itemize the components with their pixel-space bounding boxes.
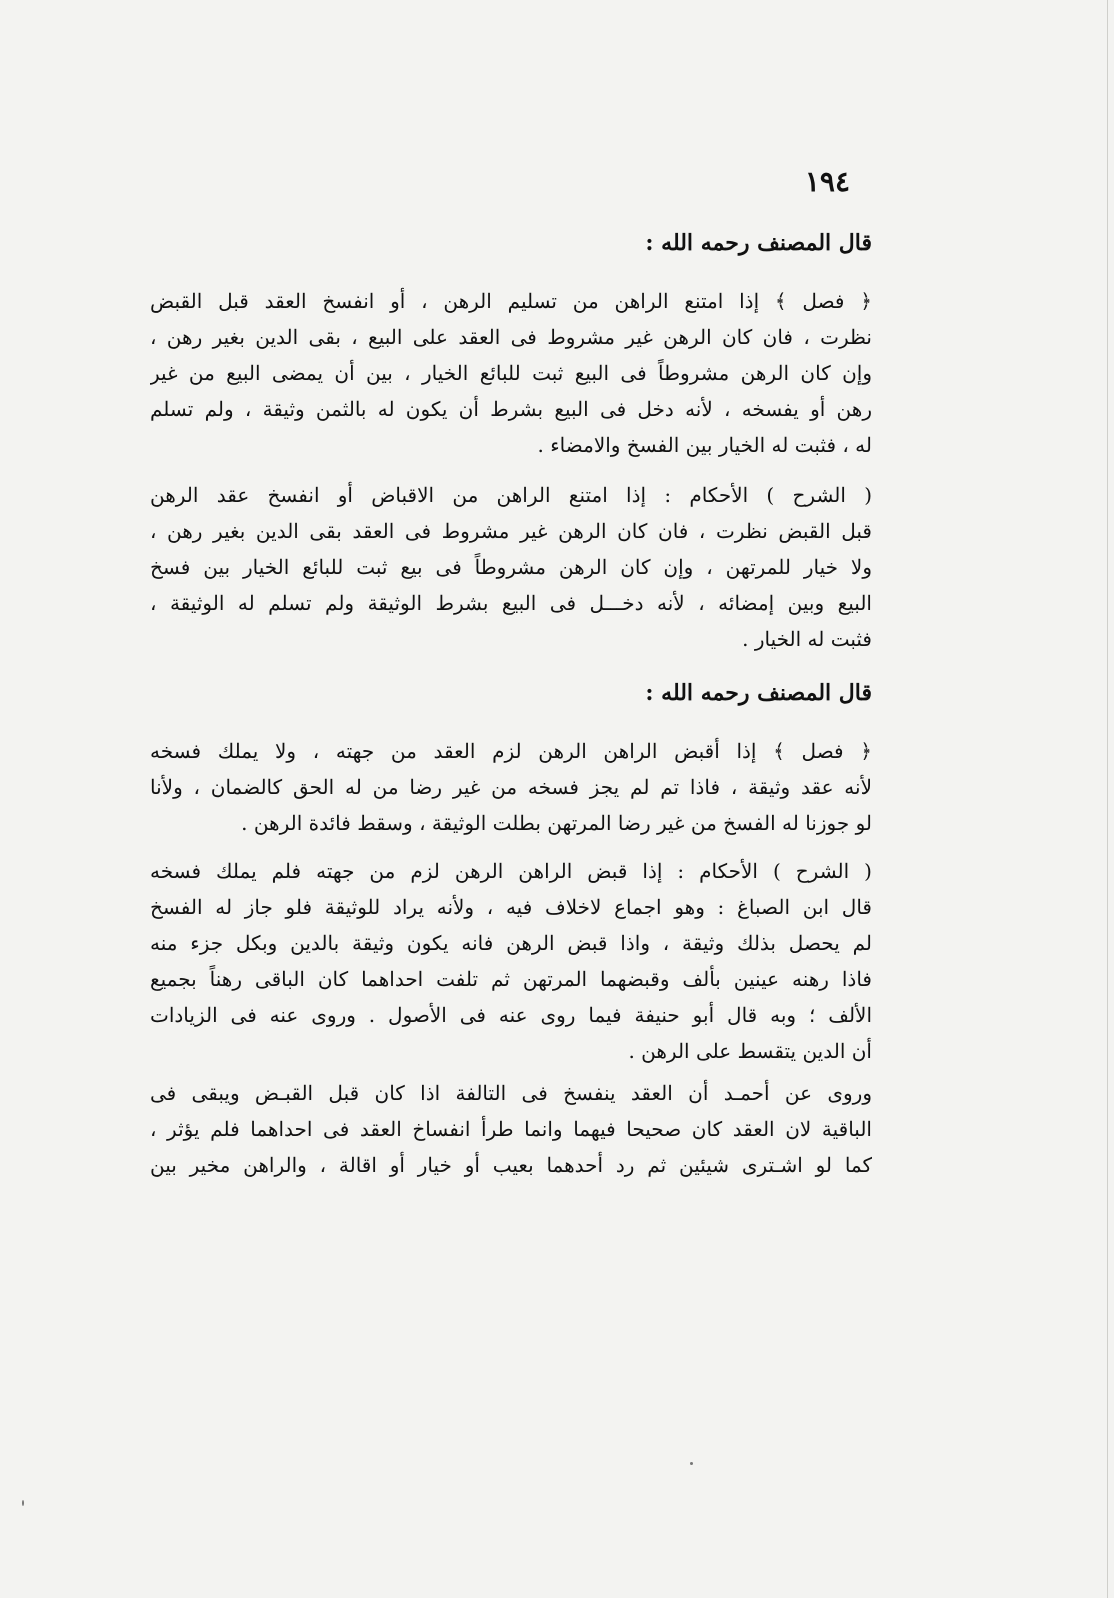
commentary-text-3 <box>150 1075 872 1183</box>
text-line: كما لو اشـترى شيئين ثم رد أحدهما بعيب أو خيار أو اقالة ، والراهن مخير بين <box>150 1153 872 1177</box>
scan-speck <box>22 1500 24 1506</box>
text-line: لم يحصل بذلك وثيقة ، واذا قبض الرهن فانه يكون وثيقة بالدين وبكل جزء منه <box>150 931 872 955</box>
text-line: فاذا رهنه عينين بألف وقبضهما المرتهن ثم تلفت احداهما كان الباقى رهناً بجميع <box>150 967 872 991</box>
page-number: ١٩٤ <box>804 165 850 198</box>
text-line: له ، فثبت له الخيار بين الفسخ والامضاء . <box>537 433 872 457</box>
text-line: ﴿ فصل ﴾ إذا أقبض الراهن الرهن لزم العقد من جهته ، ولا يملك فسخه <box>150 739 872 763</box>
text-line: لأنه عقد وثيقة ، فاذا تم لم يجز فسخه من غير رضا من له الحق كالضمان ، ولأنا <box>150 775 872 799</box>
text-line: أن الدين يتقسط على الرهن . <box>628 1039 872 1063</box>
commentary-text-2 <box>150 853 872 1069</box>
section-heading-2: قال المصنف رحمه الله : <box>645 680 872 706</box>
text-line: رهن أو يفسخه ، لأنه دخل فى البيع بشرط أن يكون له بالثمن وثيقة ، ولم تسلم <box>150 397 872 421</box>
text-line: ولا خيار للمرتهن ، وإن كان الرهن مشروطاً فى بيع ثبت للبائع الخيار بين فسخ <box>150 555 872 579</box>
paragraph-text-2 <box>150 733 872 841</box>
scan-speck <box>690 1462 693 1465</box>
text-line: وإن كان الرهن مشروطاً فى البيع ثبت للبائع الخيار ، بين أن يمضى البيع من غير <box>150 361 872 385</box>
text-line: ﴿ فصل ﴾ إذا امتنع الراهن من تسليم الرهن ، أو انفسخ العقد قبل القبض <box>150 289 872 313</box>
text-line: وروى عن أحمـد أن العقد ينفسخ فى التالفة اذا كان قبل القبـض ويبقى فى <box>150 1081 872 1105</box>
text-line: قبل القبض نظرت ، فان كان الرهن غير مشروط فى العقد بقى الدين بغير رهن ، <box>150 519 872 543</box>
text-column <box>150 225 872 1183</box>
text-line: البيع وبين إمضائه ، لأنه دخـــل فى البيع بشرط الوثيقة ولم تسلم له الوثيقة ، <box>150 591 872 615</box>
text-line: فثبت له الخيار . <box>742 627 872 651</box>
text-line: ( الشرح ) الأحكام : إذا امتنع الراهن من الاقباض أو انفسخ عقد الرهن <box>150 483 872 507</box>
section-heading-1: قال المصنف رحمه الله : <box>645 230 872 256</box>
text-line: قال ابن الصباغ : وهو اجماع لاخلاف فيه ، ولأنه يراد للوثيقة فلو جاز له الفسخ <box>150 895 872 919</box>
text-line: نظرت ، فان كان الرهن غير مشروط فى العقد على البيع ، بقى الدين بغير رهن ، <box>150 325 872 349</box>
text-line: لو جوزنا له الفسخ من غير رضا المرتهن بطلت الوثيقة ، وسقط فائدة الرهن . <box>241 811 872 835</box>
text-line: ( الشرح ) الأحكام : إذا قبض الراهن الرهن لزم من جهته فلم يملك فسخه <box>150 859 872 883</box>
commentary-text-1 <box>150 477 872 657</box>
page-edge-line <box>1107 0 1108 1598</box>
text-line: الباقية لان العقد كان صحيحا فيهما وانما طرأ انفساخ العقد فى احداهما فلم يؤثر ، <box>150 1117 872 1141</box>
paragraph-text-1 <box>150 283 872 463</box>
text-line: الألف ؛ وبه قال أبو حنيفة فيما روى عنه فى الأصول . وروى عنه فى الزيادات <box>150 1003 872 1027</box>
